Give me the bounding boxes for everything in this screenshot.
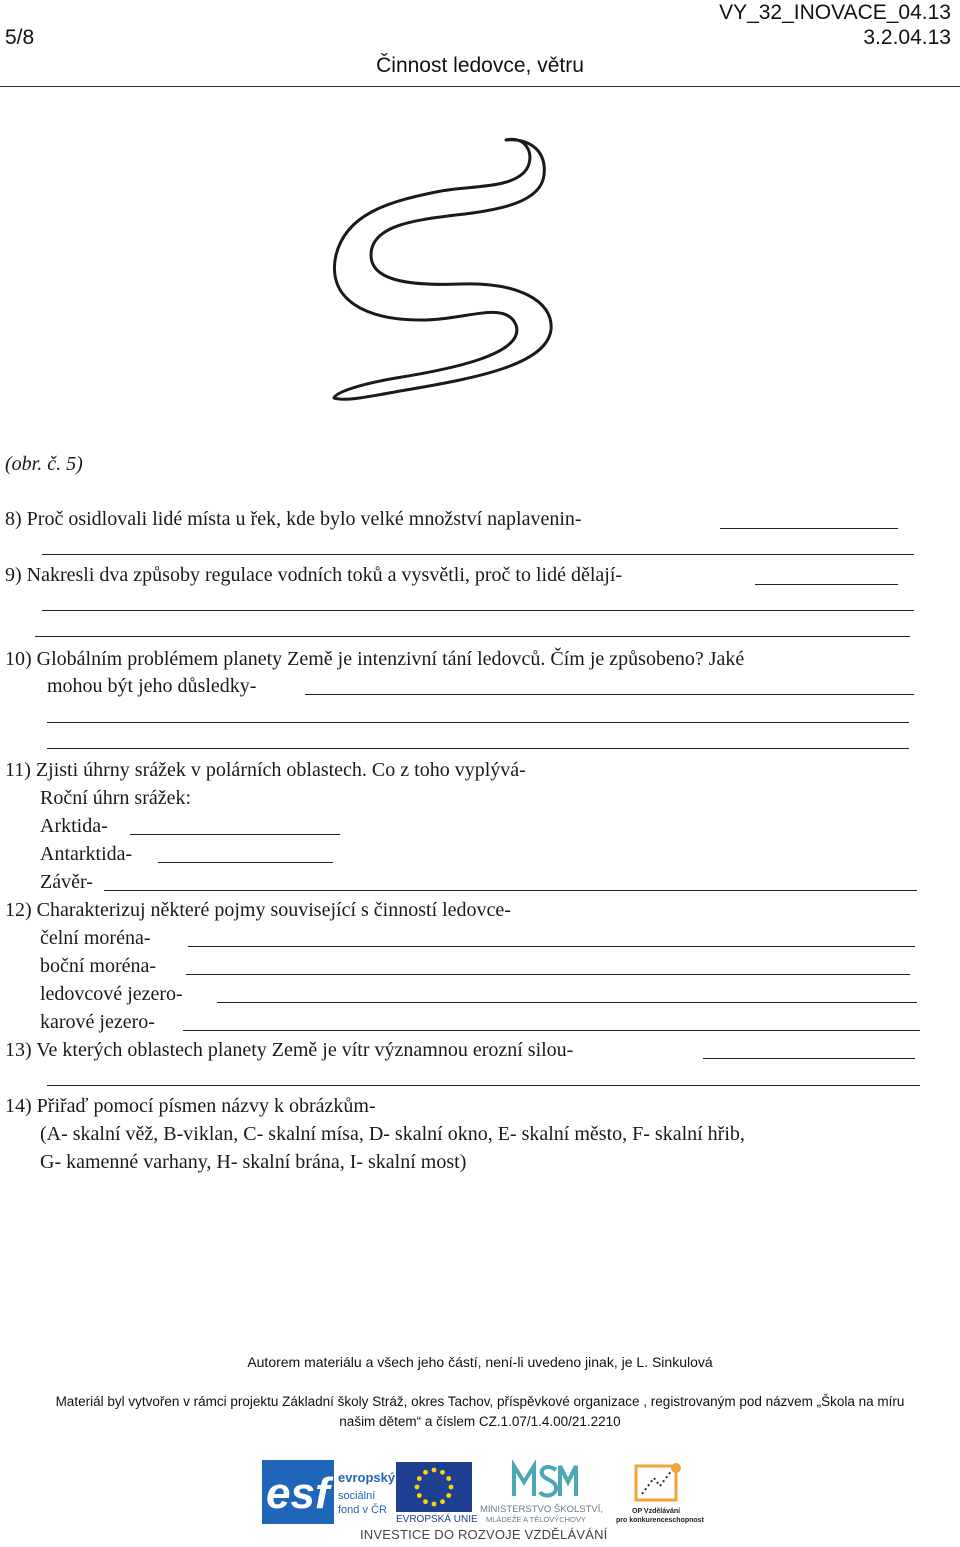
esf-logo: esf evropský sociální fond v ČR [262, 1460, 387, 1524]
arctic-label: Arktida- [40, 815, 108, 837]
answer-line[interactable] [158, 862, 333, 863]
rainfall-label: Roční úhrn srážek: [40, 787, 192, 809]
question-8: 8) Proč osidlovali lidé místa u řek, kde bylo velké množství naplavenin- [5, 508, 582, 530]
author-note: Autorem materiálu a všech jeho částí, není-li uvedeno jinak, je L. Sinkulová [247, 1354, 713, 1370]
project-note: Materiál byl vytvořen v rámci projektu Základní školy Stráž, okres Tachov, příspěvkové organizace , registrovaným pod názvem „Škola na míru [55, 1394, 905, 1409]
op-vk-text: OP Vzdělávání [632, 1508, 681, 1515]
answer-line[interactable] [42, 610, 914, 611]
answer-line[interactable] [188, 946, 915, 947]
answer-line[interactable] [755, 584, 898, 585]
term-frontal-moraine: čelní moréna- [40, 927, 151, 949]
material-number: 3.2.04.13 [863, 26, 951, 49]
question-13: 13) Ve kterých oblastech planety Země je vítr významnou erozní silou- [5, 1039, 574, 1061]
op-vk-icon [632, 1460, 688, 1508]
eu-stars-icon [396, 1462, 472, 1512]
answer-line[interactable] [42, 554, 914, 555]
msmt-text: MINISTERSTVO ŠKOLSTVÍ, [480, 1504, 603, 1515]
antarctic-label: Antarktida- [40, 843, 133, 865]
question-10-continued: mohou být jeho důsledky- [47, 675, 257, 697]
answer-line[interactable] [186, 974, 910, 975]
answer-line[interactable] [305, 694, 914, 695]
material-code: VY_32_INOVACE_04.13 [719, 1, 951, 24]
eu-text: EVROPSKÁ UNIE [396, 1514, 478, 1525]
esf-text: sociální [338, 1490, 376, 1502]
answer-line[interactable] [35, 636, 910, 637]
question-9: 9) Nakresli dva způsoby regulace vodních toků a vysvětli, proč to lidé dělají- [5, 564, 623, 586]
op-vk-logo [614, 1460, 709, 1526]
figure-caption: (obr. č. 5) [5, 453, 83, 475]
answer-line[interactable] [703, 1058, 915, 1059]
term-glacial-lake: ledovcové jezero- [40, 983, 183, 1005]
question-14-options: (A- skalní věž, B-viklan, C- skalní mísa, D- skalní okno, E- skalní město, F- skalní hřib, [40, 1123, 745, 1145]
eu-flag-logo [396, 1462, 476, 1526]
page-title: Činnost ledovce, větru [376, 54, 584, 77]
question-14-options-continued: G- kamenné varhany, H- skalní brána, I- skalní most) [40, 1151, 467, 1173]
esf-text: evropský [338, 1470, 396, 1485]
term-cirque-lake: karové jezero- [40, 1011, 155, 1033]
project-note-continued: našim dětem“ a číslem CZ.1.07/1.4.00/21.2210 [339, 1414, 621, 1429]
msmt-text: MLÁDEŽE A TĚLOVÝCHOVY [486, 1515, 586, 1524]
answer-line[interactable] [217, 1002, 917, 1003]
answer-line[interactable] [104, 890, 917, 891]
msmt-logo [478, 1460, 613, 1526]
esf-text: fond v ČR [338, 1504, 387, 1516]
answer-line[interactable] [720, 528, 898, 529]
header-rule [0, 86, 960, 87]
answer-line[interactable] [47, 1085, 920, 1086]
investice-tagline: INVESTICE DO ROZVOJE VZDĚLÁVÁNÍ [360, 1527, 608, 1542]
answer-line[interactable] [130, 834, 340, 835]
conclusion-label: Závěr- [40, 871, 93, 893]
question-12: 12) Charakterizuj některé pojmy související s činností ledovce- [5, 899, 511, 921]
river-meander-drawing [326, 130, 576, 415]
question-10: 10) Globálním problémem planety Země je intenzivní tání ledovců. Čím je způsobeno? Jaké [5, 648, 745, 670]
op-vk-text: pro konkurenceschopnost [616, 1517, 704, 1524]
page-number: 5/8 [5, 26, 35, 49]
answer-line[interactable] [47, 722, 909, 723]
term-lateral-moraine: boční moréna- [40, 955, 157, 977]
answer-line[interactable] [183, 1030, 920, 1031]
msmt-letters-icon [510, 1460, 580, 1500]
answer-line[interactable] [47, 748, 909, 749]
question-14: 14) Přiřaď pomocí písmen názvy k obrázkům- [5, 1095, 376, 1117]
question-11: 11) Zjisti úhrny srážek v polárních oblastech. Co z toho vyplývá- [5, 759, 526, 781]
